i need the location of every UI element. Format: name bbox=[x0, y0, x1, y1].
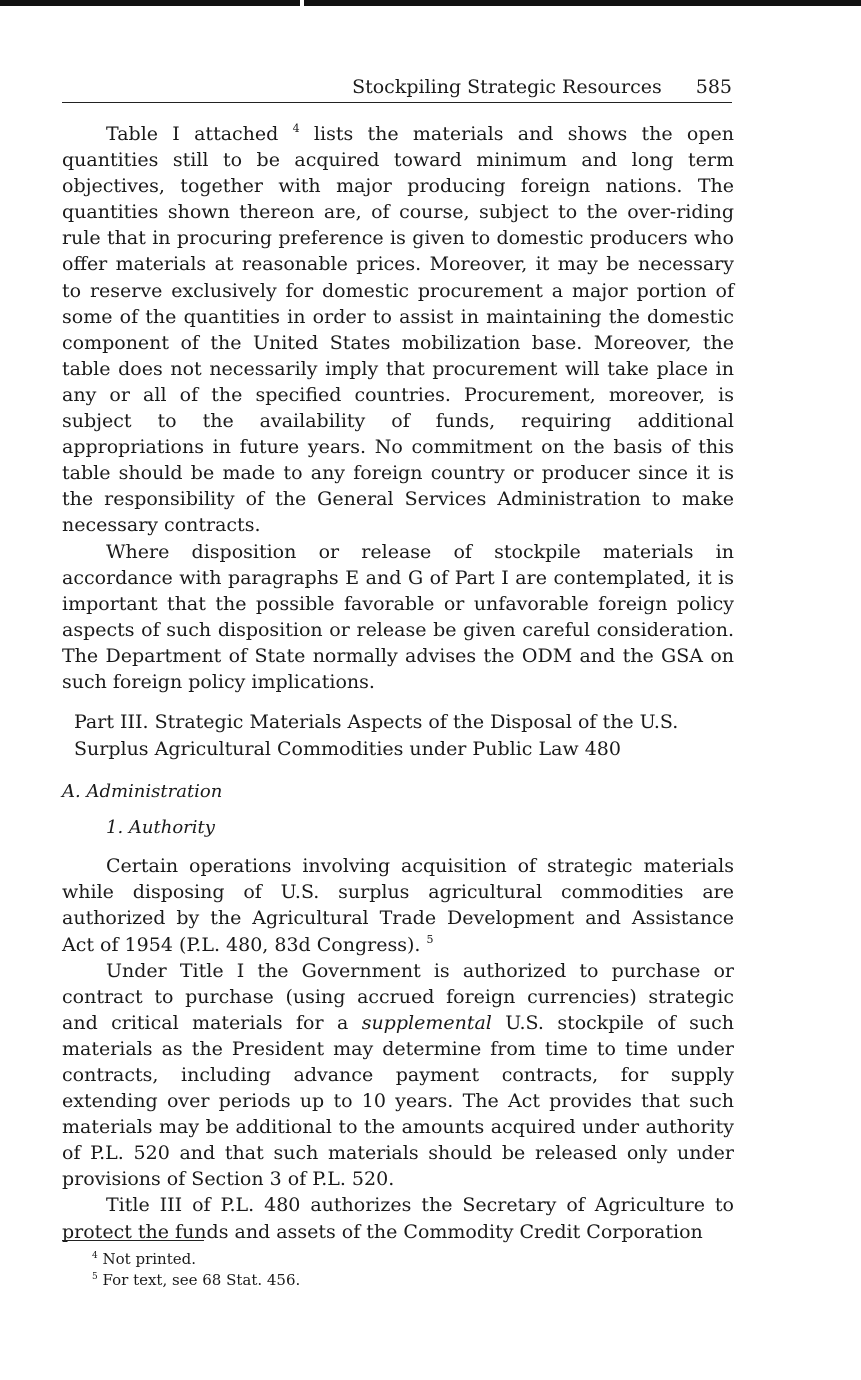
p4-emphasis: supplemental bbox=[361, 1011, 492, 1034]
footnote-4 bbox=[92, 1249, 300, 1270]
p1-text-start: Table I attached bbox=[106, 123, 279, 145]
part-iii-heading-line2: Surplus Agricultural Commodities under Public Law 480 bbox=[74, 738, 621, 761]
top-edge-bar bbox=[0, 0, 861, 6]
running-title: Stockpiling Strategic Resources bbox=[352, 76, 662, 98]
paragraph-table-i bbox=[62, 121, 734, 539]
paragraph-certain-operations bbox=[62, 853, 734, 957]
footnote-ref-4: 4 bbox=[292, 122, 300, 135]
footnote-marker-5: 5 bbox=[92, 1272, 98, 1282]
footnote-rule bbox=[62, 1240, 204, 1241]
footnote-text-5: For text, see 68 Stat. 456. bbox=[102, 1271, 301, 1289]
p3-text: Certain operations involving acquisition of strategic materials while disposing of U.S. surplus agricultural commodities are authorized by the Agricultural Trade Development and Assistance Act of 1954 (P.L. 480, 83d Congress). bbox=[62, 855, 734, 956]
subsection-heading-authority: 1. Authority bbox=[106, 817, 215, 839]
top-edge-gap bbox=[300, 0, 304, 6]
section-heading-administration: A. Administration bbox=[62, 781, 223, 803]
footnote-5 bbox=[92, 1270, 300, 1291]
footnote-marker-4: 4 bbox=[92, 1251, 98, 1261]
p4-text-start: Under Title I the Government is authorized to purchase or contract to purchase (using accrued foreign currencies) strategic and critical materials for a bbox=[62, 959, 734, 1034]
p4-text-rest: U.S. stockpile of such materials as the President may determine from time to time under contracts, including advance payment contracts, for supply extending over periods up to 10 years. The Act provides that such materials may be additional to the amounts acquired under authority of P.L. 520 and that such materials should be released only under provisions of Section 3 of P.L. 520. bbox=[62, 1011, 734, 1191]
part-iii-heading-line1: Part III. Strategic Materials Aspects of the Disposal of the U.S. bbox=[74, 711, 679, 734]
page-body bbox=[62, 121, 734, 1245]
footnotes bbox=[92, 1249, 300, 1291]
paragraph-title-i bbox=[62, 958, 734, 1193]
footnote-ref-5: 5 bbox=[426, 932, 434, 946]
page-number: 585 bbox=[695, 76, 732, 98]
paragraph-disposition: Where disposition or release of stockpile materials in accordance with paragraphs E and G of Part I are contemplated, it is important that the possible favorable or unfavorable foreign policy aspects of such disposition or release be given careful consideration. The Department of State normally advises the ODM and the GSA on such foreign policy implications. bbox=[62, 540, 734, 693]
footnote-text-4: Not printed. bbox=[102, 1250, 196, 1268]
paragraph-title-iii: Title III of P.L. 480 authorizes the Secretary of Agriculture to protect the funds and assets of the Commodity Credit Corporation bbox=[62, 1194, 734, 1243]
running-head bbox=[62, 76, 732, 103]
p1-text-rest: lists the materials and shows the open quantities still to be acquired toward minimum and long term objectives, together with major producing foreign nations. The quantities shown thereon are, of course, subject to the over-riding rule that in procuring preference is given to domestic producers who offer materials at reasonable prices. Moreover, it may be necessary to reserve exclusively for domestic procurement a major portion of some of the quantities in order to assist in maintaining the domestic component of the United States mobilization base. Moreover, the table does not necessarily imply that procurement will take place in any or all of the specified countries. Procurement, moreover, is subject to the availability of funds, requiring additional appropriations in future years. No commitment on the basis of this table should be made to any foreign country or producer since it is the responsibility of the General Services Administration to make necessary contracts. bbox=[62, 123, 734, 537]
part-iii-heading bbox=[62, 709, 734, 763]
